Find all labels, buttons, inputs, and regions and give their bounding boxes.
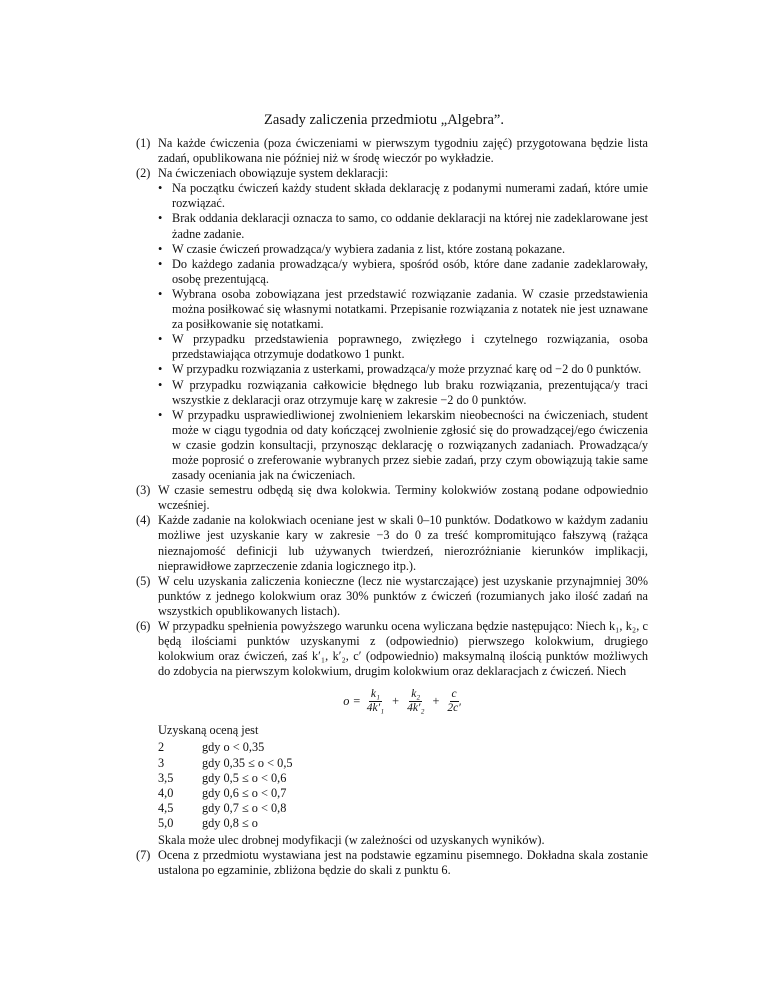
- list-item: [158, 257, 648, 287]
- declaration-rules-list: [136, 181, 648, 483]
- rule-text: Na każde ćwiczenia (poza ćwiczeniami w pierwszym tygodniu zajęć) przygotowana będzie lista zadań, opublikowana nie później niż w środę wieczór po wykładzie.: [158, 136, 648, 166]
- rule-item: [136, 136, 648, 166]
- plus-sign: +: [392, 693, 400, 708]
- bullet-icon: •: [158, 407, 163, 422]
- numerator: c: [451, 687, 457, 700]
- list-item: [158, 362, 648, 377]
- rule-text: W czasie semestru odbędą się dwa kolokwia. Terminy kolokwiów zostaną podane odpowiednio wcześniej.: [158, 483, 648, 513]
- rule-number: (6): [136, 619, 151, 633]
- fraction-k2: [405, 688, 426, 715]
- scale-note: Skala może ulec drobnej modyfikacji (w zależności od uzyskanych wyników).: [158, 833, 545, 848]
- grade-condition: gdy 0,6 ≤ o < 0,7: [202, 785, 287, 800]
- rule-item: [136, 513, 648, 573]
- numerator: k₂: [411, 687, 421, 700]
- bullet-icon: •: [158, 211, 163, 226]
- list-item: [158, 287, 648, 332]
- fraction-k1: [365, 688, 386, 715]
- rule-text: Ocena z przedmiotu wystawiana jest na podstawie egzaminu pisemnego. Dokładna skala zostanie ustalona po egzaminie, zbliżona będzie do skali z punktu 6.: [158, 848, 648, 878]
- bullet-text: Wybrana osoba zobowiązana jest przedstawić rozwiązanie zadania. W czasie przedstawienia można posiłkować się własnymi notatkami. Przepisanie rozwiązania z notatek nie jest uznawane za posiłkowanie się notatkami.: [172, 286, 648, 332]
- denominator: 4k′₂: [407, 701, 425, 714]
- rule-number: (2): [136, 166, 151, 181]
- grade-row: [158, 801, 648, 816]
- denominator: 4k′₁: [366, 701, 385, 714]
- grade-condition: gdy 0,35 ≤ o < 0,5: [202, 755, 293, 770]
- fraction-c: [445, 688, 462, 715]
- bullet-text: Brak oddania deklaracji oznacza to samo, co oddanie deklaracji na której nie zadeklarowane jest żadne zadanie.: [172, 211, 648, 241]
- bullet-icon: •: [158, 377, 163, 392]
- bullet-text: W przypadku rozwiązania z usterkami, prowadząca/y może przyznać karę od −2 do 0 punktów.: [172, 362, 642, 377]
- grade-row: [158, 816, 648, 831]
- list-item: [158, 332, 648, 362]
- rule-item: [136, 483, 648, 513]
- rules-list: [136, 136, 648, 878]
- bullet-text: W przypadku rozwiązania całkowicie błędnego lub braku rozwiązania, prezentująca/y traci wszystkie z deklaracji oraz otrzymuje karę w zakresie −2 do 0 punktów.: [172, 377, 648, 407]
- bullet-text: W przypadku usprawiedliwionej zwolnieniem lekarskim nieobecności na ćwiczeniach, student może w ciągu tygodnia od daty kończącej zwolnienie zgłosić się do prowadzącej/ego ćwiczenia w czasie godzin konsultacji, przynosząc deklarację o rozwiązanych zadaniach. Prowadząca/y może poprosić o zreferowanie wybranych przez siebie zadań, przy czym obowiązują takie same zasady oceniania jak na ćwiczeniach.: [172, 407, 648, 483]
- rule-text: W przypadku spełnienia powyższego warunku ocena wyliczana będzie następująco: Niech k₁, k₂, c będą ilościami punktów uzyskanymi z (odpowiednio) pierwszego kolokwium, drugiego kolokwium oraz ćwiczeń, zaś k′₁, k′₂, c′ (odpowiednio) maksymalną ilością punktów możliwych do zdobycia na pierwszym kolokwium, drugim kolokwium oraz deklaracjach z ćwiczeń. Niech: [158, 619, 648, 679]
- list-item: [158, 242, 648, 257]
- grade-row: [158, 756, 648, 771]
- grade-row: [158, 771, 648, 786]
- rule-item: [136, 848, 648, 878]
- list-item: [158, 378, 648, 408]
- bullet-icon: •: [158, 256, 163, 271]
- grade-row: [158, 740, 648, 755]
- grade-row: [158, 786, 648, 801]
- list-item: [158, 408, 648, 483]
- plus-sign: +: [432, 693, 440, 708]
- bullet-icon: •: [158, 286, 163, 301]
- rule-number: (3): [136, 483, 151, 498]
- denominator: 2c′: [447, 701, 461, 714]
- rule-item: [136, 574, 648, 619]
- bullet-text: W czasie ćwiczeń prowadząca/y wybiera zadania z list, które zostaną pokazane.: [172, 241, 566, 256]
- grade-value: 4,0: [158, 785, 174, 800]
- rule-number: (1): [136, 136, 151, 150]
- grade-value: 4,5: [158, 800, 174, 815]
- bullet-text: W przypadku przedstawienia poprawnego, zwięzłego i czytelnego rozwiązania, osoba przedstawiająca otrzymuje dodatkowo 1 punkt.: [172, 332, 648, 362]
- rule-text: W celu uzyskania zaliczenia konieczne (lecz nie wystarczające) jest uzyskanie przynajmniej 30% punktów z jednego kolokwium oraz 30% punktów z ćwiczeń (rozumianych jako ilość zadań na wszystkich opublikowanych listach).: [158, 573, 648, 618]
- bullet-text: Do każdego zadania prowadząca/y wybiera, spośród osób, które dane zadanie zadeklarowały, osobę prezentującą.: [172, 256, 648, 286]
- rule-text: Na ćwiczeniach obowiązuje system deklaracji:: [158, 166, 389, 181]
- bullet-icon: •: [158, 241, 163, 256]
- grade-value: 5,0: [158, 815, 174, 830]
- page-title: Zasady zaliczenia przedmiotu „Algebra”.: [264, 112, 504, 128]
- numerator: k₁: [370, 687, 380, 700]
- grade-intro: Uzyskaną oceną jest: [158, 723, 259, 738]
- formula-lhs: o =: [343, 693, 361, 708]
- grade-table: [158, 740, 648, 831]
- rule-number: (5): [136, 573, 151, 588]
- rule-item: [136, 619, 648, 848]
- bullet-icon: •: [158, 181, 163, 196]
- rule-number: (7): [136, 848, 151, 863]
- rule-number: (4): [136, 513, 151, 528]
- grade-condition: gdy 0,5 ≤ o < 0,6: [202, 770, 287, 785]
- bullet-icon: •: [158, 362, 163, 377]
- bullet-text: Na początku ćwiczeń każdy student składa deklarację z podanymi numerami zadań, które umie rozwiązać.: [172, 181, 648, 211]
- grade-formula: [158, 679, 648, 723]
- grade-condition: gdy 0,8 ≤ o: [202, 815, 258, 830]
- grade-condition: gdy o < 0,35: [202, 740, 265, 755]
- grade-value: 2: [158, 740, 165, 755]
- list-item: [158, 211, 648, 241]
- rule-text: Każde zadanie na kolokwiach oceniane jest w skali 0–10 punktów. Dodatkowo w każdym zadaniu możliwe jest uzyskanie kary w zakresie −3 do 0 za treść kompromitująco fałszywą (rażąca nieznajomość definicji lub używanych twierdzeń, nierozróżnianie kierunków implikacji, nieprawidłowe zaprzeczenie zdania logicznego itp.).: [158, 513, 648, 573]
- grade-value: 3: [158, 755, 165, 770]
- grade-condition: gdy 0,7 ≤ o < 0,8: [202, 800, 287, 815]
- grade-value: 3,5: [158, 770, 174, 785]
- rule-item: [136, 166, 648, 181]
- list-item: [158, 181, 648, 211]
- bullet-icon: •: [158, 332, 163, 347]
